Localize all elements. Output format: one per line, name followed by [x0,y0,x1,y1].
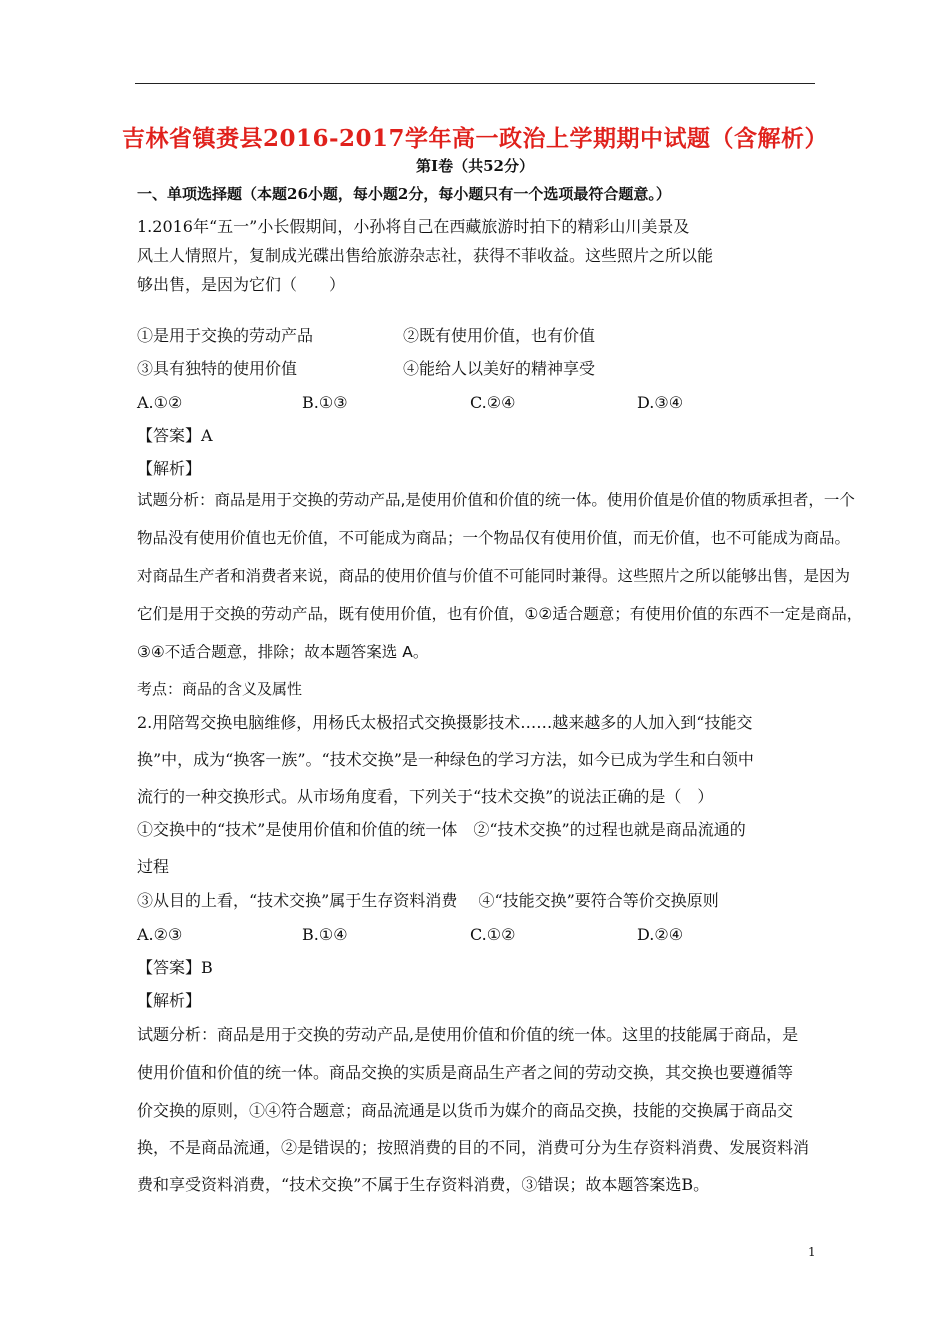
q2-stem-line: 2.用陪驾交换电脑维修，用杨氏太极招式交换摄影技术……越来越多的人加入到“技能交 [137,713,753,732]
q1-item: ③具有独特的使用价值 [137,359,298,378]
section-heading: 一、单项选择题（本题26小题，每小题2分，每小题只有一个选项最符合题意。） [137,185,671,203]
q2-stem-line: 过程 [137,857,170,876]
header-rule [135,83,815,84]
q2-analysis-line: 价交换的原则，①④符合题意；商品流通是以货币为媒介的商品交换，技能的交换属于商品交 [137,1101,794,1120]
q1-analysis-line: ③④不适合题意，排除；故本题答案选 A。 [137,643,429,661]
q2-stem-line: ①交换中的“技术”是使用价值和价值的统一体 ②“技术交换”的过程也就是商品流通的 [137,820,746,839]
q1-choice-d: D.③④ [637,393,684,412]
q2-choice-c: C.①② [470,925,516,944]
page-subtitle: 第Ⅰ卷（共52分） [416,157,534,175]
q1-analysis-line: 它们是用于交换的劳动产品，既有使用价值，也有价值，①②适合题意；有使用价值的东西不一定是商品， [137,605,863,623]
q1-stem-line: 风土人情照片，复制成光碟出售给旅游杂志社，获得不菲收益。这些照片之所以能 [137,246,714,265]
q2-analysis-label: 【解析】 [137,991,202,1010]
page-title: 吉林省镇赉县2016-2017学年高一政治上学期期中试题（含解析） [121,125,829,152]
q1-item: ④能给人以美好的精神享受 [403,359,596,378]
q1-choice-c: C.②④ [470,393,516,412]
q2-choice-b: B.①④ [302,925,348,944]
q1-item: ①是用于交换的劳动产品 [137,326,314,345]
q1-answer: 【答案】A [137,426,213,445]
q2-analysis-line: 换，不是商品流通，②是错误的；按照消费的目的不同，消费可分为生存资料消费、发展资料消 [137,1138,810,1157]
q1-kaodian: 考点：商品的含义及属性 [137,680,303,698]
q1-choice-b: B.①③ [302,393,348,412]
q2-stem-line: 换”中，成为“换客一族”。“技术交换”是一种绿色的学习方法，如今已成为学生和白领中 [137,750,754,769]
page-number: 1 [808,1245,816,1259]
q1-choice-a: A.①② [137,393,183,412]
q1-analysis-line: 试题分析：商品是用于交换的劳动产品,是使用价值和价值的统一体。使用价值是价值的物质承担者，一个 [137,491,855,509]
q2-stem-line: ③从目的上看，“技术交换”属于生存资料消费 ④“技能交换”要符合等价交换原则 [137,891,719,910]
q2-analysis-line: 使用价值和价值的统一体。商品交换的实质是商品生产者之间的劳动交换，其交换也要遵循等 [137,1063,794,1082]
q2-analysis-line: 试题分析：商品是用于交换的劳动产品,是使用价值和价值的统一体。这里的技能属于商品，是 [137,1025,799,1044]
q2-choice-d: D.②④ [637,925,684,944]
q2-stem-line: 流行的一种交换形式。从市场角度看，下列关于“技术交换”的说法正确的是（ ） [137,787,714,806]
q1-analysis-line: 物品没有使用价值也无价值，不可能成为商品；一个物品仅有使用价值，而无价值，也不可能成为商品。 [137,529,851,547]
q2-analysis-line: 费和享受资料消费，“技术交换”不属于生存资料消费，③错误；故本题答案选B。 [137,1175,710,1194]
q1-stem-line: 1.2016年“五一”小长假期间，小孙将自己在西藏旅游时拍下的精彩山川美景及 [137,217,690,236]
q1-stem-line: 够出售，是因为它们（ ） [137,275,346,294]
q1-item: ②既有使用价值，也有价值 [403,326,596,345]
q1-analysis-line: 对商品生产者和消费者来说，商品的使用价值与价值不可能同时兼得。这些照片之所以能够出售，是因为 [137,567,851,585]
q2-answer: 【答案】B [137,958,213,977]
q2-choice-a: A.②③ [137,925,183,944]
q1-analysis-label: 【解析】 [137,459,202,478]
